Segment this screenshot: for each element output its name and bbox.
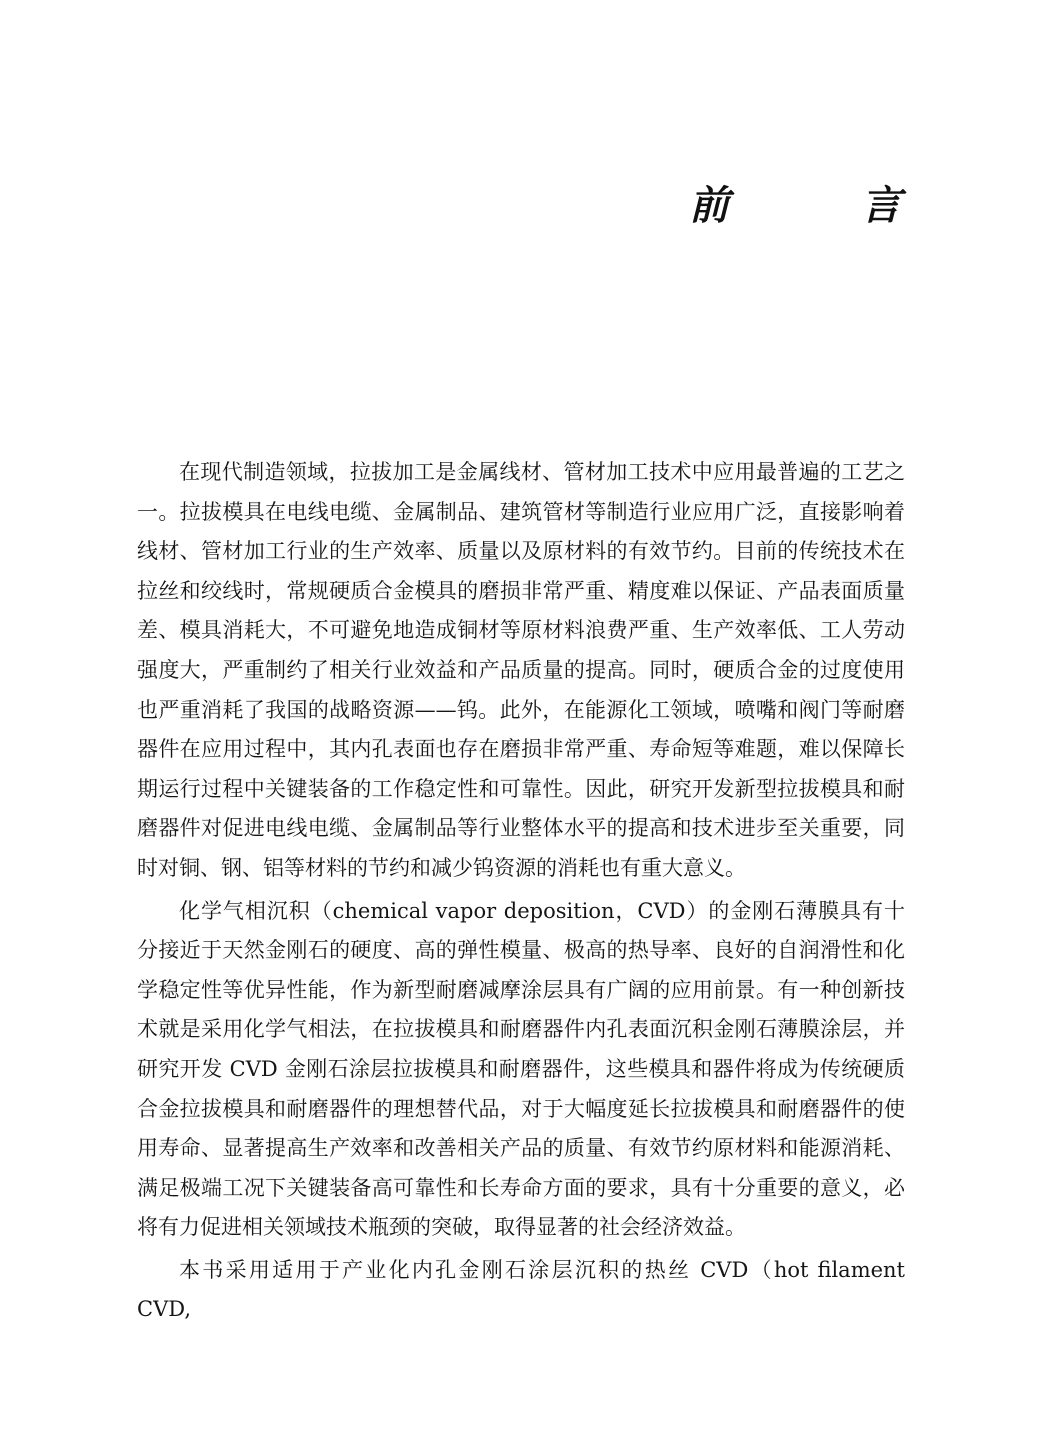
- page-title: 前 言: [689, 183, 947, 229]
- paragraph-2: 化学气相沉积（chemical vapor deposition，CVD）的金刚石薄膜具有十分接近于天然金刚石的硬度、高的弹性模量、极高的热导率、良好的自润滑性和化学稳定性等优异性能，作为新型耐磨减摩涂层具有广阔的应用前景。有一种创新技术就是采用化学气相法，在拉拔模具和耐磨器件内孔表面沉积金刚石薄膜涂层，并研究开发 CVD 金刚石涂层拉拔模具和耐磨器件，这些模具和器件将成为传统硬质合金拉拔模具和耐磨器件的理想替代品，对于大幅度延长拉拔模具和耐磨器件的使用寿命、显著提高生产效率和改善相关产品的质量、有效节约原材料和能源消耗、满足极端工况下关键装备高可靠性和长寿命方面的要求，具有十分重要的意义，必将有力促进相关领域技术瓶颈的突破，取得显著的社会经济效益。: [137, 898, 905, 1240]
- preface-body: [137, 453, 905, 1333]
- paragraph-1: 在现代制造领域，拉拔加工是金属线材、管材加工技术中应用最普遍的工艺之一。拉拔模具在电线电缆、金属制品、建筑管材等制造行业应用广泛，直接影响着线材、管材加工行业的生产效率、质量以及原材料的有效节约。目前的传统技术在拉丝和绞线时，常规硬质合金模具的磨损非常严重、精度难以保证、产品表面质量差、模具消耗大，不可避免地造成铜材等原材料浪费严重、生产效率低、工人劳动强度大，严重制约了相关行业效益和产品质量的提高。同时，硬质合金的过度使用也严重消耗了我国的战略资源——钨。此外，在能源化工领域，喷嘴和阀门等耐磨器件在应用过程中，其内孔表面也存在磨损非常严重、寿命短等难题，难以保障长期运行过程中关键装备的工作稳定性和可靠性。因此，研究开发新型拉拔模具和耐磨器件对促进电线电缆、金属制品等行业整体水平的提高和技术进步至关重要，同时对铜、钢、铝等材料的节约和减少钨资源的消耗也有重大意义。: [137, 460, 905, 880]
- paragraph-3: 本书采用适用于产业化内孔金刚石涂层沉积的热丝 CVD（hot filament CVD,: [137, 1257, 905, 1322]
